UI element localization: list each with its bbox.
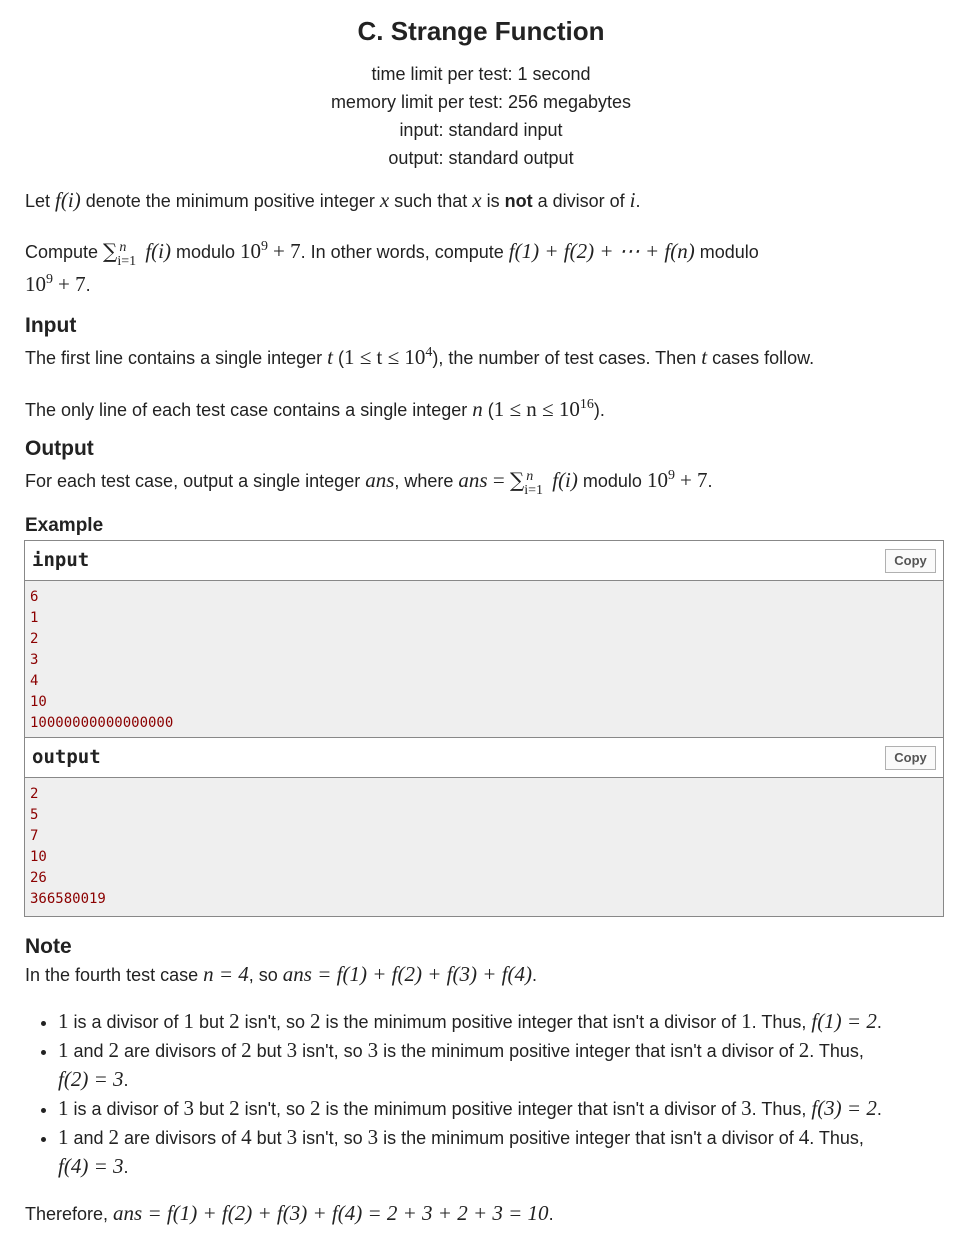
example-output-body[interactable] (25, 778, 943, 916)
input-line: 10000000000000000 (30, 715, 174, 731)
note-title: Note (25, 935, 72, 958)
limits-block (0, 60, 962, 172)
list-item: • 1 and 2 are divisors of 4 but 3 isn't, so 3 is the minimum positive integer that isn't a divisor of 4. Thus, f(4) = 3. (58, 1123, 942, 1181)
output-line: 10 (30, 849, 47, 865)
legend (25, 186, 942, 299)
output-title: Output (25, 437, 94, 460)
example-input-body[interactable] (25, 581, 943, 740)
list-item: • 1 and 2 are divisors of 2 but 3 isn't, so 3 is the minimum positive integer that isn't a divisor of 2. Thus, f(2) = 3. (58, 1036, 942, 1094)
copy-output-button[interactable]: Copy (885, 746, 936, 770)
example-output-header (25, 738, 943, 778)
input-line: 3 (30, 652, 39, 668)
note-section (25, 934, 942, 1228)
example-input-box (24, 540, 944, 741)
input-line: 6 (30, 589, 39, 605)
input-paragraph-2: The only line of each test case contains a single integer n $(1 \le n \le 10^{16})$. (25, 397, 605, 421)
list-item: • 1 is a divisor of 1 but 2 isn't, so 2 is the minimum positive integer that isn't a divisor of 1. Thus, f(1) = 2. (58, 1007, 942, 1036)
output-line: 7 (30, 828, 39, 844)
input-line: 2 (30, 631, 39, 647)
statement-paragraph-2: Compute ∑ n i=1 f(i) modulo $10^9 + 7$. In other words, compute f(1) + f(2) + ⋯ + f(n) modulo $10^9 + 7$. (25, 239, 759, 296)
output-line: 26 (30, 870, 47, 886)
output-file: output: standard output (388, 148, 574, 168)
output-line: 2 (30, 786, 39, 802)
note-intro: In the fourth test case n = 4, so ans = f(1) + f(2) + f(3) + f(4). (25, 962, 537, 986)
input-line: 1 (30, 610, 39, 626)
note-list (25, 1007, 942, 1181)
page-title: C. Strange Function (357, 16, 605, 46)
input-title: Input (25, 314, 77, 337)
example-input-label: input (32, 549, 90, 571)
example-output-box (24, 737, 944, 917)
output-line: 5 (30, 807, 39, 823)
statement-paragraph-1: Let f(i) denote the minimum positive integer x such that x is not a divisor of i. (25, 188, 641, 212)
output-line: 366580019 (30, 891, 106, 907)
example-title-block (25, 514, 942, 538)
time-limit: time limit per test: 1 second (371, 64, 591, 84)
example-output-label: output (32, 746, 101, 768)
list-item: • 1 is a divisor of 3 but 2 isn't, so 2 is the minimum positive integer that isn't a divisor of 3. Thus, f(3) = 2. (58, 1094, 942, 1123)
example-input-header (25, 541, 943, 581)
input-line: 10 (30, 694, 47, 710)
input-line: 4 (30, 673, 39, 689)
input-file: input: standard input (399, 120, 563, 140)
problem-header (0, 0, 962, 172)
example-title: Example (25, 515, 104, 536)
output-paragraph: For each test case, output a single integer ans, where ans = ∑ n i=1 f(i) modulo $10^9 + 7$. (25, 468, 713, 499)
input-specification (25, 313, 942, 424)
note-conclusion: Therefore, ans = f(1) + f(2) + f(3) + f(4) = 2 + 3 + 2 + 3 = 10. (25, 1201, 554, 1225)
input-paragraph-1: The first line contains a single integer t $(1 \le t \le 10^4)$, the number of test cases. Then t cases follow. (25, 345, 815, 369)
output-specification (25, 436, 942, 499)
copy-input-button[interactable]: Copy (885, 549, 936, 573)
memory-limit: memory limit per test: 256 megabytes (330, 92, 632, 112)
